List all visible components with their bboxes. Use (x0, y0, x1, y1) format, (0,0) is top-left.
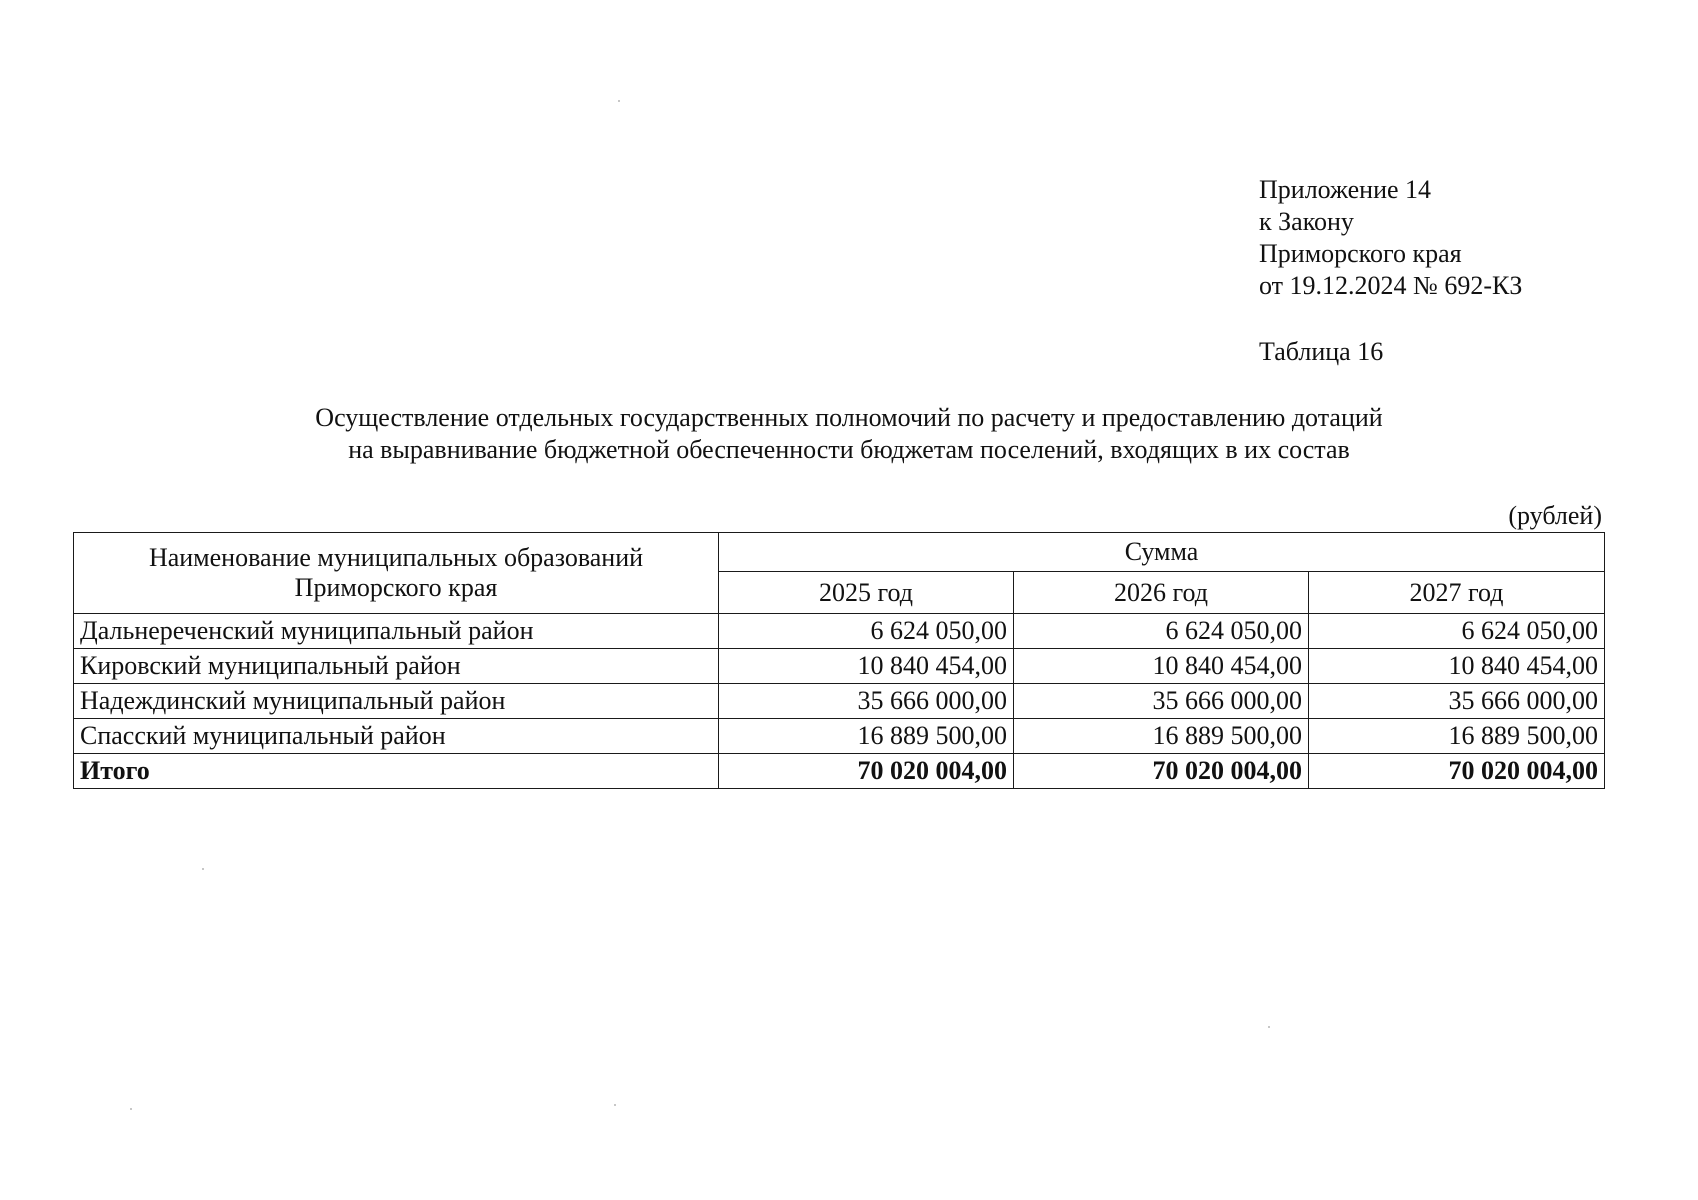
units-label: (рублей) (1508, 501, 1602, 530)
total-amount-cell: 70 020 004,00 (1309, 754, 1605, 789)
municipality-name: Кировский муниципальный район (74, 649, 719, 684)
column-header-name-line: Приморского края (294, 573, 498, 602)
scan-speck (614, 1104, 616, 1106)
table-row (74, 684, 1605, 719)
amount-cell: 35 666 000,00 (719, 684, 1014, 719)
amount-cell: 10 840 454,00 (1014, 649, 1309, 684)
table-row (74, 649, 1605, 684)
document-title-line: Осуществление отдельных государственных полномочий по расчету и предоставлению дотаций (315, 403, 1383, 432)
amount-cell: 6 624 050,00 (1014, 614, 1309, 649)
amount-cell: 10 840 454,00 (1309, 649, 1605, 684)
appendix-line: к Закону (1259, 207, 1354, 236)
table-row (74, 614, 1605, 649)
scan-speck (1268, 1026, 1270, 1028)
appendix-block (1259, 174, 1522, 302)
total-amount-cell: 70 020 004,00 (1014, 754, 1309, 789)
scan-speck (130, 1108, 132, 1110)
amount-cell: 16 889 500,00 (1014, 719, 1309, 754)
amount-cell: 35 666 000,00 (1309, 684, 1605, 719)
column-header-year: 2026 год (1014, 572, 1309, 614)
document-title-line: на выравнивание бюджетной обеспеченности бюджетам поселений, входящих в их состав (348, 435, 1350, 464)
amount-cell: 16 889 500,00 (1309, 719, 1605, 754)
column-header-sum: Сумма (719, 533, 1605, 572)
municipality-name: Дальнереченский муниципальный район (74, 614, 719, 649)
total-amount-cell: 70 020 004,00 (719, 754, 1014, 789)
column-header-year: 2027 год (1309, 572, 1605, 614)
column-header-name-line: Наименование муниципальных образований (148, 543, 644, 572)
table-row (74, 719, 1605, 754)
appendix-line: от 19.12.2024 № 692-КЗ (1259, 271, 1523, 300)
document-title (0, 402, 1698, 466)
total-row (74, 754, 1605, 789)
municipality-name: Надеждинский муниципальный район (74, 684, 719, 719)
amount-cell: 6 624 050,00 (719, 614, 1014, 649)
amount-cell: 10 840 454,00 (719, 649, 1014, 684)
column-header-year: 2025 год (719, 572, 1014, 614)
amount-cell: 35 666 000,00 (1014, 684, 1309, 719)
appendix-line: Приложение 14 (1259, 175, 1432, 204)
amount-cell: 6 624 050,00 (1309, 614, 1605, 649)
municipality-name: Спасский муниципальный район (74, 719, 719, 754)
appendix-line: Приморского края (1259, 239, 1462, 268)
table-number: Таблица 16 (1259, 337, 1384, 366)
column-header-name (74, 533, 719, 614)
amount-cell: 16 889 500,00 (719, 719, 1014, 754)
budget-table (73, 532, 1605, 789)
total-label: Итого (74, 754, 719, 789)
scan-speck (202, 868, 204, 870)
scan-speck (618, 100, 620, 102)
